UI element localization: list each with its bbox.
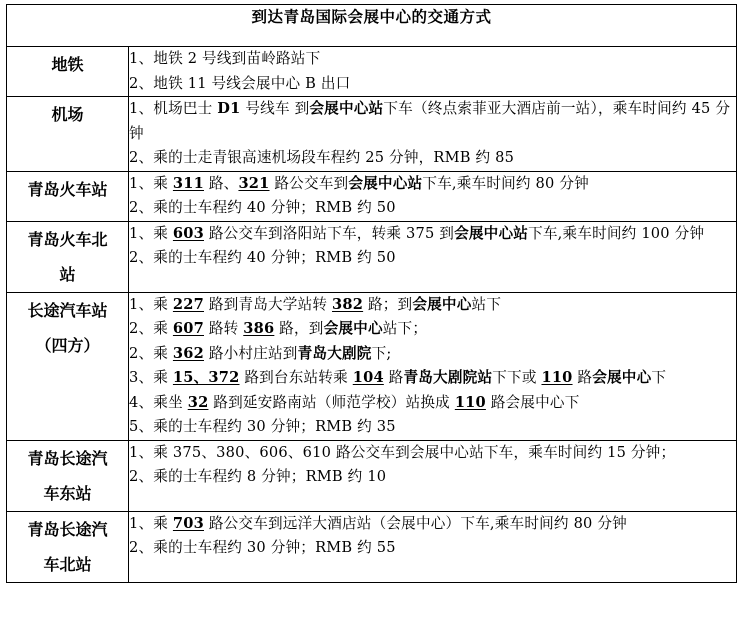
- origin-label: 地铁: [51, 55, 84, 74]
- route-text: 路: [383, 369, 404, 386]
- route-line: [129, 246, 736, 271]
- origin-label: 车北站: [43, 554, 92, 574]
- route-number: 104: [352, 369, 384, 386]
- route-text: 路；到: [363, 295, 413, 313]
- origin-label: 青岛长途汽: [27, 448, 108, 468]
- route-detail-cell: [129, 511, 737, 582]
- route-text: 3、乘: [129, 369, 173, 386]
- origin-cell: [7, 292, 129, 440]
- stop-name: 会展中心站: [348, 174, 423, 192]
- route-text: 2、乘的士走青银高速机场段车程约 25 分钟，RMB 约 85: [129, 149, 515, 166]
- route-line: [129, 391, 736, 416]
- route-number: 110: [541, 369, 573, 386]
- route-text: 4、乘坐: [129, 393, 188, 411]
- route-line: [129, 317, 736, 342]
- table-row: [7, 292, 737, 440]
- stop-name: 会展中心站: [454, 224, 529, 242]
- route-text: 下车,乘车时间约 80 分钟: [422, 174, 589, 192]
- route-number: 32: [187, 393, 209, 411]
- route-text: 1、地铁 2 号线到苗岭路站下: [129, 50, 321, 67]
- route-number: 703: [172, 514, 204, 532]
- stop-name: 会展中心: [592, 369, 652, 386]
- route-line: [129, 222, 736, 247]
- route-text: 路转: [204, 320, 244, 337]
- route-text: 1、乘: [129, 514, 173, 532]
- stop-name: 会展中心站: [309, 100, 384, 117]
- route-text: 下车（终点索菲亚大酒店前一站），乘车时间约 45 分钟: [129, 100, 731, 142]
- route-line: [129, 536, 736, 561]
- table-row: [7, 97, 737, 172]
- route-number: 227: [172, 295, 204, 313]
- route-number: 607: [172, 320, 204, 337]
- route-number: 382: [332, 295, 364, 313]
- route-text: 路会展中心下: [485, 393, 580, 411]
- origin-label: 青岛长途汽: [27, 519, 108, 539]
- route-text: 1、乘: [129, 224, 173, 242]
- route-line: [129, 512, 736, 537]
- route-line: [129, 172, 736, 197]
- origin-label: 机场: [51, 105, 84, 124]
- route-text: 2、乘的士车程约 8 分钟；RMB 约 10: [129, 468, 387, 485]
- stop-name: D1: [217, 100, 241, 117]
- origin-cell: [7, 47, 129, 97]
- route-line: [129, 196, 736, 221]
- route-text: 站下；: [382, 320, 428, 337]
- route-text: 1、机场巴士: [129, 100, 218, 117]
- route-number: 321: [238, 174, 270, 192]
- route-detail-cell: [129, 292, 737, 440]
- table-row: [7, 440, 737, 511]
- route-number: 603: [172, 224, 204, 242]
- route-text: 2、乘的士车程约 40 分钟；RMB 约 50: [129, 249, 396, 266]
- route-line: [129, 146, 736, 171]
- origin-cell: [7, 171, 129, 221]
- route-text: 下车,乘车时间约 100 分钟: [528, 224, 705, 242]
- route-text: 下: [651, 369, 667, 386]
- route-line: [129, 465, 736, 490]
- origin-label: 站: [59, 264, 76, 284]
- stop-name: 青岛大剧院: [297, 344, 372, 362]
- origin-cell: [7, 221, 129, 292]
- route-text: 路到延安路南站（师范学校）站换成: [208, 393, 455, 411]
- route-detail-cell: [129, 171, 737, 221]
- table-row: [7, 171, 737, 221]
- table-body: [7, 47, 737, 583]
- route-text: 路公交车到远洋大酒店站（会展中心）下车,乘车时间约 80 分钟: [204, 514, 627, 532]
- route-number: 110: [454, 393, 486, 411]
- route-text: 路，到: [274, 320, 324, 337]
- route-number: 362: [172, 344, 204, 362]
- route-text: 站下: [471, 295, 502, 313]
- route-number: 386: [243, 320, 275, 337]
- route-line: [129, 441, 736, 466]
- route-text: 2、乘: [129, 320, 173, 337]
- route-text: 路公交车到洛阳站下车，转乘 375 到: [204, 224, 455, 242]
- route-text: 1、乘 375、380、606、610 路公交车到会展中心站下车，乘车时间约 15 分钟；: [129, 443, 676, 461]
- table-title: 到达青岛国际会展中心的交通方式: [7, 5, 737, 47]
- origin-label: 青岛火车北: [27, 229, 108, 249]
- table-row: [7, 511, 737, 582]
- route-line: [129, 97, 736, 146]
- route-text: 路到青岛大学站转: [204, 295, 333, 313]
- origin-cell: [7, 511, 129, 582]
- route-detail-cell: [129, 97, 737, 172]
- stop-name: 会展中心: [323, 320, 383, 337]
- route-line: [129, 366, 736, 391]
- origin-label: 青岛火车站: [27, 179, 108, 199]
- route-text: 路: [572, 369, 593, 386]
- route-text: 2、乘: [129, 344, 173, 362]
- stop-name: 青岛大剧院站: [403, 369, 493, 386]
- route-text: 2、乘的士车程约 30 分钟；RMB 约 55: [129, 539, 396, 556]
- route-text: 5、乘的士车程约 30 分钟；RMB 约 35: [129, 418, 396, 435]
- route-text: 路小村庄站到: [204, 344, 298, 362]
- route-text: 1、乘: [129, 174, 173, 192]
- route-detail-cell: [129, 440, 737, 511]
- origin-cell: [7, 97, 129, 172]
- route-text: 路、: [204, 174, 239, 192]
- transit-table: [6, 4, 737, 583]
- route-text: 路到台东站转乘: [239, 369, 353, 386]
- route-number: 311: [172, 174, 204, 192]
- route-line: [129, 415, 736, 440]
- route-text: 号线车 到: [240, 100, 310, 117]
- origin-label: 车东站: [43, 483, 92, 503]
- route-text: 2、地铁 11 号线会展中心 B 出口: [129, 74, 351, 92]
- route-text: 下;: [371, 344, 392, 362]
- origin-label: （四方）: [35, 335, 100, 355]
- route-line: [129, 72, 736, 97]
- route-text: 2、乘的士车程约 40 分钟；RMB 约 50: [129, 199, 396, 216]
- stop-name: 会展中心: [412, 295, 472, 313]
- route-detail-cell: [129, 47, 737, 97]
- route-line: [129, 342, 736, 367]
- origin-cell: [7, 440, 129, 511]
- route-line: [129, 293, 736, 318]
- route-number: 15、372: [172, 369, 240, 386]
- route-text: 下下或: [492, 369, 542, 386]
- title-row: [7, 5, 737, 47]
- origin-label: 长途汽车站: [27, 300, 108, 320]
- route-line: [129, 47, 736, 72]
- table-row: [7, 221, 737, 292]
- route-text: 路公交车到: [269, 174, 349, 192]
- table-row: [7, 47, 737, 97]
- route-text: 1、乘: [129, 295, 173, 313]
- route-detail-cell: [129, 221, 737, 292]
